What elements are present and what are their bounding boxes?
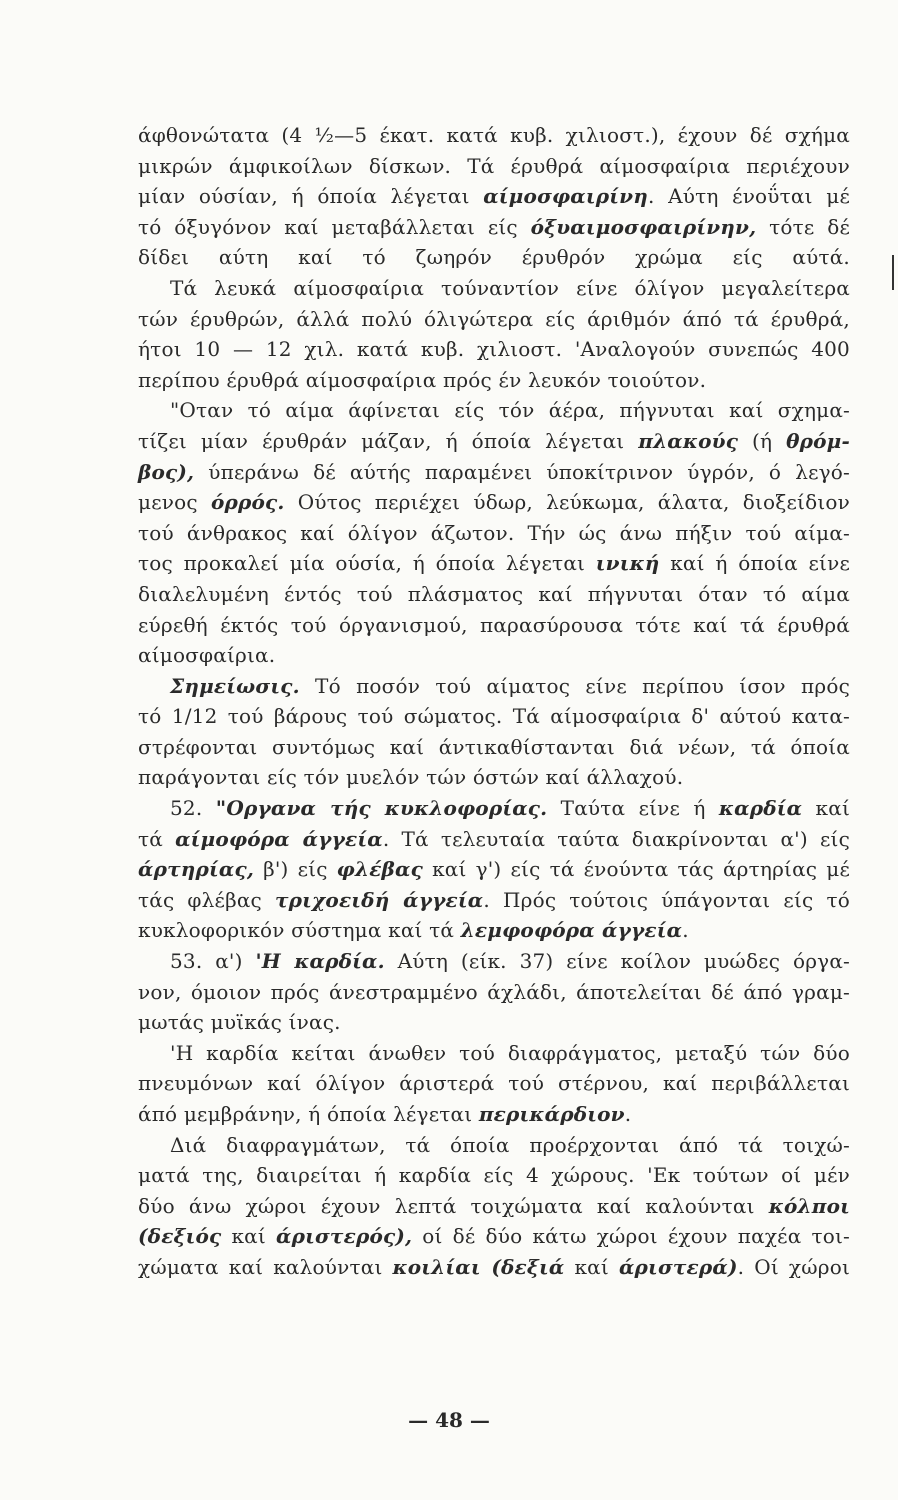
text-line [138, 1068, 850, 1099]
text-line [138, 732, 850, 763]
text-line [138, 854, 850, 885]
text-span: παράγονται είς τόν μυελόν τών όστών καί άλλαχού. [138, 765, 684, 790]
emphasis-text: όρρός. [210, 490, 285, 515]
emphasis-text: βος), [138, 459, 195, 484]
text-span: . [682, 918, 689, 943]
scan-edge-mark [892, 255, 894, 290]
text-span: πνευμόνων καί όλίγον άριστερά τού στέρνου, καί περιβάλλεται [138, 1071, 850, 1096]
text-line [138, 518, 850, 549]
text-line [138, 946, 850, 977]
text-span: Ούτος περιέχει ύδωρ, λεύκωμα, άλατα, διοξείδιον [284, 490, 850, 515]
text-line [138, 181, 850, 212]
emphasis-text: θρόμ- [786, 428, 850, 453]
text-line [138, 395, 850, 426]
text-line [138, 273, 850, 304]
text-line [138, 242, 850, 273]
text-span: καί [221, 1224, 277, 1249]
text-span: β') είς [254, 857, 337, 882]
text-line [138, 1038, 850, 1069]
text-span: άφθονώτατα (4 ½—5 έκατ. κατά κυβ. χιλιοστ.), έχουν δέ σχήμα [138, 123, 850, 147]
text-span: "Οταν τό αίμα άφίνεται είς τόν άέρα, πήγνυται καί σχημα- [170, 398, 850, 423]
text-span: άπό μεμβράνην, ή όποία λέγεται [138, 1102, 479, 1126]
emphasis-text: όξυαιμοσφαιρίνην, [530, 214, 757, 239]
text-span: Τά λευκά αίμοσφαίρια τούναντίον είνε όλίγον μεγαλείτερα [170, 275, 850, 300]
text-span: τος προκαλεί μία ούσία, ή όποία λέγεται [138, 551, 596, 576]
text-span: τίζει μίαν έρυθράν μάζαν, ή όποία λέγεται [138, 428, 639, 453]
text-span: . Οί χώροι [737, 1254, 850, 1279]
text-line [138, 487, 850, 518]
emphasis-text: πλακούς [638, 428, 739, 453]
text-span: 'Η καρδία κείται άνωθεν τού διαφράγματος, μεταξύ τών δύο [170, 1040, 850, 1065]
emphasis-text: φλέβας [336, 857, 423, 882]
emphasis-text: άριστερά) [618, 1254, 738, 1279]
emphasis-text: "Οργανα τής κυκλοφορίας. [215, 796, 548, 821]
text-span: περίπου έρυθρά αίμοσφαίρια πρός έν λευκόν τοιούτον. [138, 367, 707, 392]
text-line [138, 457, 850, 488]
text-span: 52. [170, 796, 216, 821]
text-span: μίαν ούσίαν, ή όποία λέγεται [138, 184, 484, 209]
text-span: τό 1/12 τού βάρους τού σώματος. Τά αίμοσφαίρια δ' αύτού κατα- [138, 704, 850, 729]
text-line [138, 365, 850, 396]
emphasis-text: τριχοειδή άγγεία [275, 887, 484, 912]
text-span: τό όξυγόνον καί μεταβάλλεται είς [138, 214, 531, 239]
emphasis-text: αίμοσφαιρίνη [483, 184, 648, 209]
emphasis-text: καρδία [718, 796, 803, 821]
text-line [138, 824, 850, 855]
text-line [138, 640, 850, 671]
emphasis-text: 'Η καρδία. [255, 949, 385, 974]
text-span: . Αύτη ένοΰται μέ [647, 184, 850, 209]
text-line [138, 762, 850, 793]
text-span: εύρεθή έκτός τού όργανισμού, παρασύρουσα τότε καί τά έρυθρά [138, 612, 850, 637]
text-span: Τό ποσόν τού αίματος είνε περίπου ίσον πρός [299, 673, 850, 698]
text-line [138, 1160, 850, 1191]
text-line [138, 579, 850, 610]
text-line [138, 1099, 850, 1130]
text-line [138, 977, 850, 1008]
emphasis-text: άρτηρίας, [138, 857, 254, 882]
emphasis-text: περικάρδιον [478, 1102, 625, 1126]
text-span: διαλελυμένη έντός τού πλάσματος καί πήγνυται όταν τό αίμα [138, 581, 850, 606]
text-span: καί [802, 796, 850, 821]
emphasis-text: λεμφοφόρα άγγεία [460, 918, 683, 943]
text-span: Ταύτα είνε ή [547, 796, 719, 821]
text-span: ύπεράνω δέ αύτής παραμένει ύποκίτρινον ύγρόν, ό λεγό- [194, 459, 850, 484]
text-span: κυκλοφορικόν σύστημα καί τά [138, 918, 461, 943]
text-span: αίμοσφαίρια. [138, 643, 276, 668]
text-line [138, 701, 850, 732]
text-line [138, 793, 850, 824]
text-line [138, 304, 850, 335]
text-line [138, 120, 850, 151]
text-span: 53. α') [170, 949, 256, 974]
text-span: τότε δέ [756, 214, 851, 239]
text-line [138, 548, 850, 579]
text-span: καί [564, 1254, 619, 1279]
text-line [138, 1130, 850, 1161]
text-span: ματά της, διαιρείται ή καρδία είς 4 χώρους. 'Εκ τούτων οί μέν [138, 1163, 850, 1188]
text-span: ήτοι 10 — 12 χιλ. κατά κυβ. χιλιοστ. 'Αναλογούν συνεπώς 400 [138, 337, 850, 362]
text-span: . Πρός τούτοις ύπάγονται είς τό [483, 887, 850, 912]
text-line [138, 1191, 850, 1222]
text-span: καί γ') είς τά ένούντα τάς άρτηρίας μέ [423, 857, 850, 882]
emphasis-text: (δεξιός [138, 1224, 222, 1249]
emphasis-text: κοιλίαι (δεξιά [392, 1254, 565, 1279]
emphasis-text: Σημείωσις. [170, 673, 300, 698]
text-span: τάς φλέβας [138, 887, 276, 912]
text-span: μενος [138, 490, 211, 515]
text-line [138, 610, 850, 641]
body-text [138, 120, 850, 1283]
text-span: . [624, 1102, 632, 1126]
text-span: στρέφονται συντόμως καί άντικαθίστανται διά νέων, τά όποία [138, 734, 850, 759]
text-line [138, 1252, 850, 1283]
text-line [138, 915, 850, 946]
text-span: Διά διαφραγμάτων, τά όποία προέρχονται άπό τά τοιχώ- [170, 1132, 850, 1157]
text-line [138, 334, 850, 365]
text-line [138, 212, 850, 243]
emphasis-text: κόλποι [768, 1193, 850, 1218]
text-line [138, 671, 850, 702]
text-span: μωτάς μυϊκάς ίνας. [138, 1010, 341, 1035]
text-span: μικρών άμφικοίλων δίσκων. Τά έρυθρά αίμοσφαίρια περιέχουν [138, 153, 850, 178]
text-span: τών έρυθρών, άλλά πολύ όλιγώτερα είς άριθμόν άπό τά έρυθρά, [138, 306, 850, 331]
text-line [138, 1007, 850, 1038]
text-span: δύο άνω χώροι έχουν λεπτά τοιχώματα καί καλούνται [138, 1193, 769, 1218]
text-span: (ή [738, 428, 787, 453]
text-span: νον, όμοιον πρός άνεστραμμένο άχλάδι, άποτελείται δέ άπό γραμ- [138, 979, 850, 1004]
emphasis-text: άριστερός), [276, 1224, 413, 1249]
text-span: χώματα καί καλούνται [138, 1254, 393, 1279]
text-span: δίδει αύτη καί τό ζωηρόν έρυθρόν χρώμα είς αύτά. [138, 245, 850, 270]
text-line [138, 885, 850, 916]
text-line [138, 1221, 850, 1252]
emphasis-text: αίμοφόρα άγγεία [175, 826, 383, 851]
text-span: τά [138, 826, 176, 851]
text-span: οί δέ δύο κάτω χώροι έχουν παχέα τοι- [412, 1224, 850, 1249]
text-span: τού άνθρακος καί όλίγον άζωτον. Τήν ώς άνω πήξιν τού αίμα- [138, 520, 850, 545]
emphasis-text: ινική [595, 551, 660, 576]
text-span: καί ή όποία είνε [659, 551, 850, 576]
text-span: Αύτη (είκ. 37) είνε κοίλον μυώδες όργα- [384, 949, 850, 974]
text-span: . Τά τελευταία ταύτα διακρίνονται α') είς [382, 826, 850, 851]
page-number: — 48 — [408, 1408, 490, 1432]
text-line [138, 151, 850, 182]
text-line [138, 426, 850, 457]
